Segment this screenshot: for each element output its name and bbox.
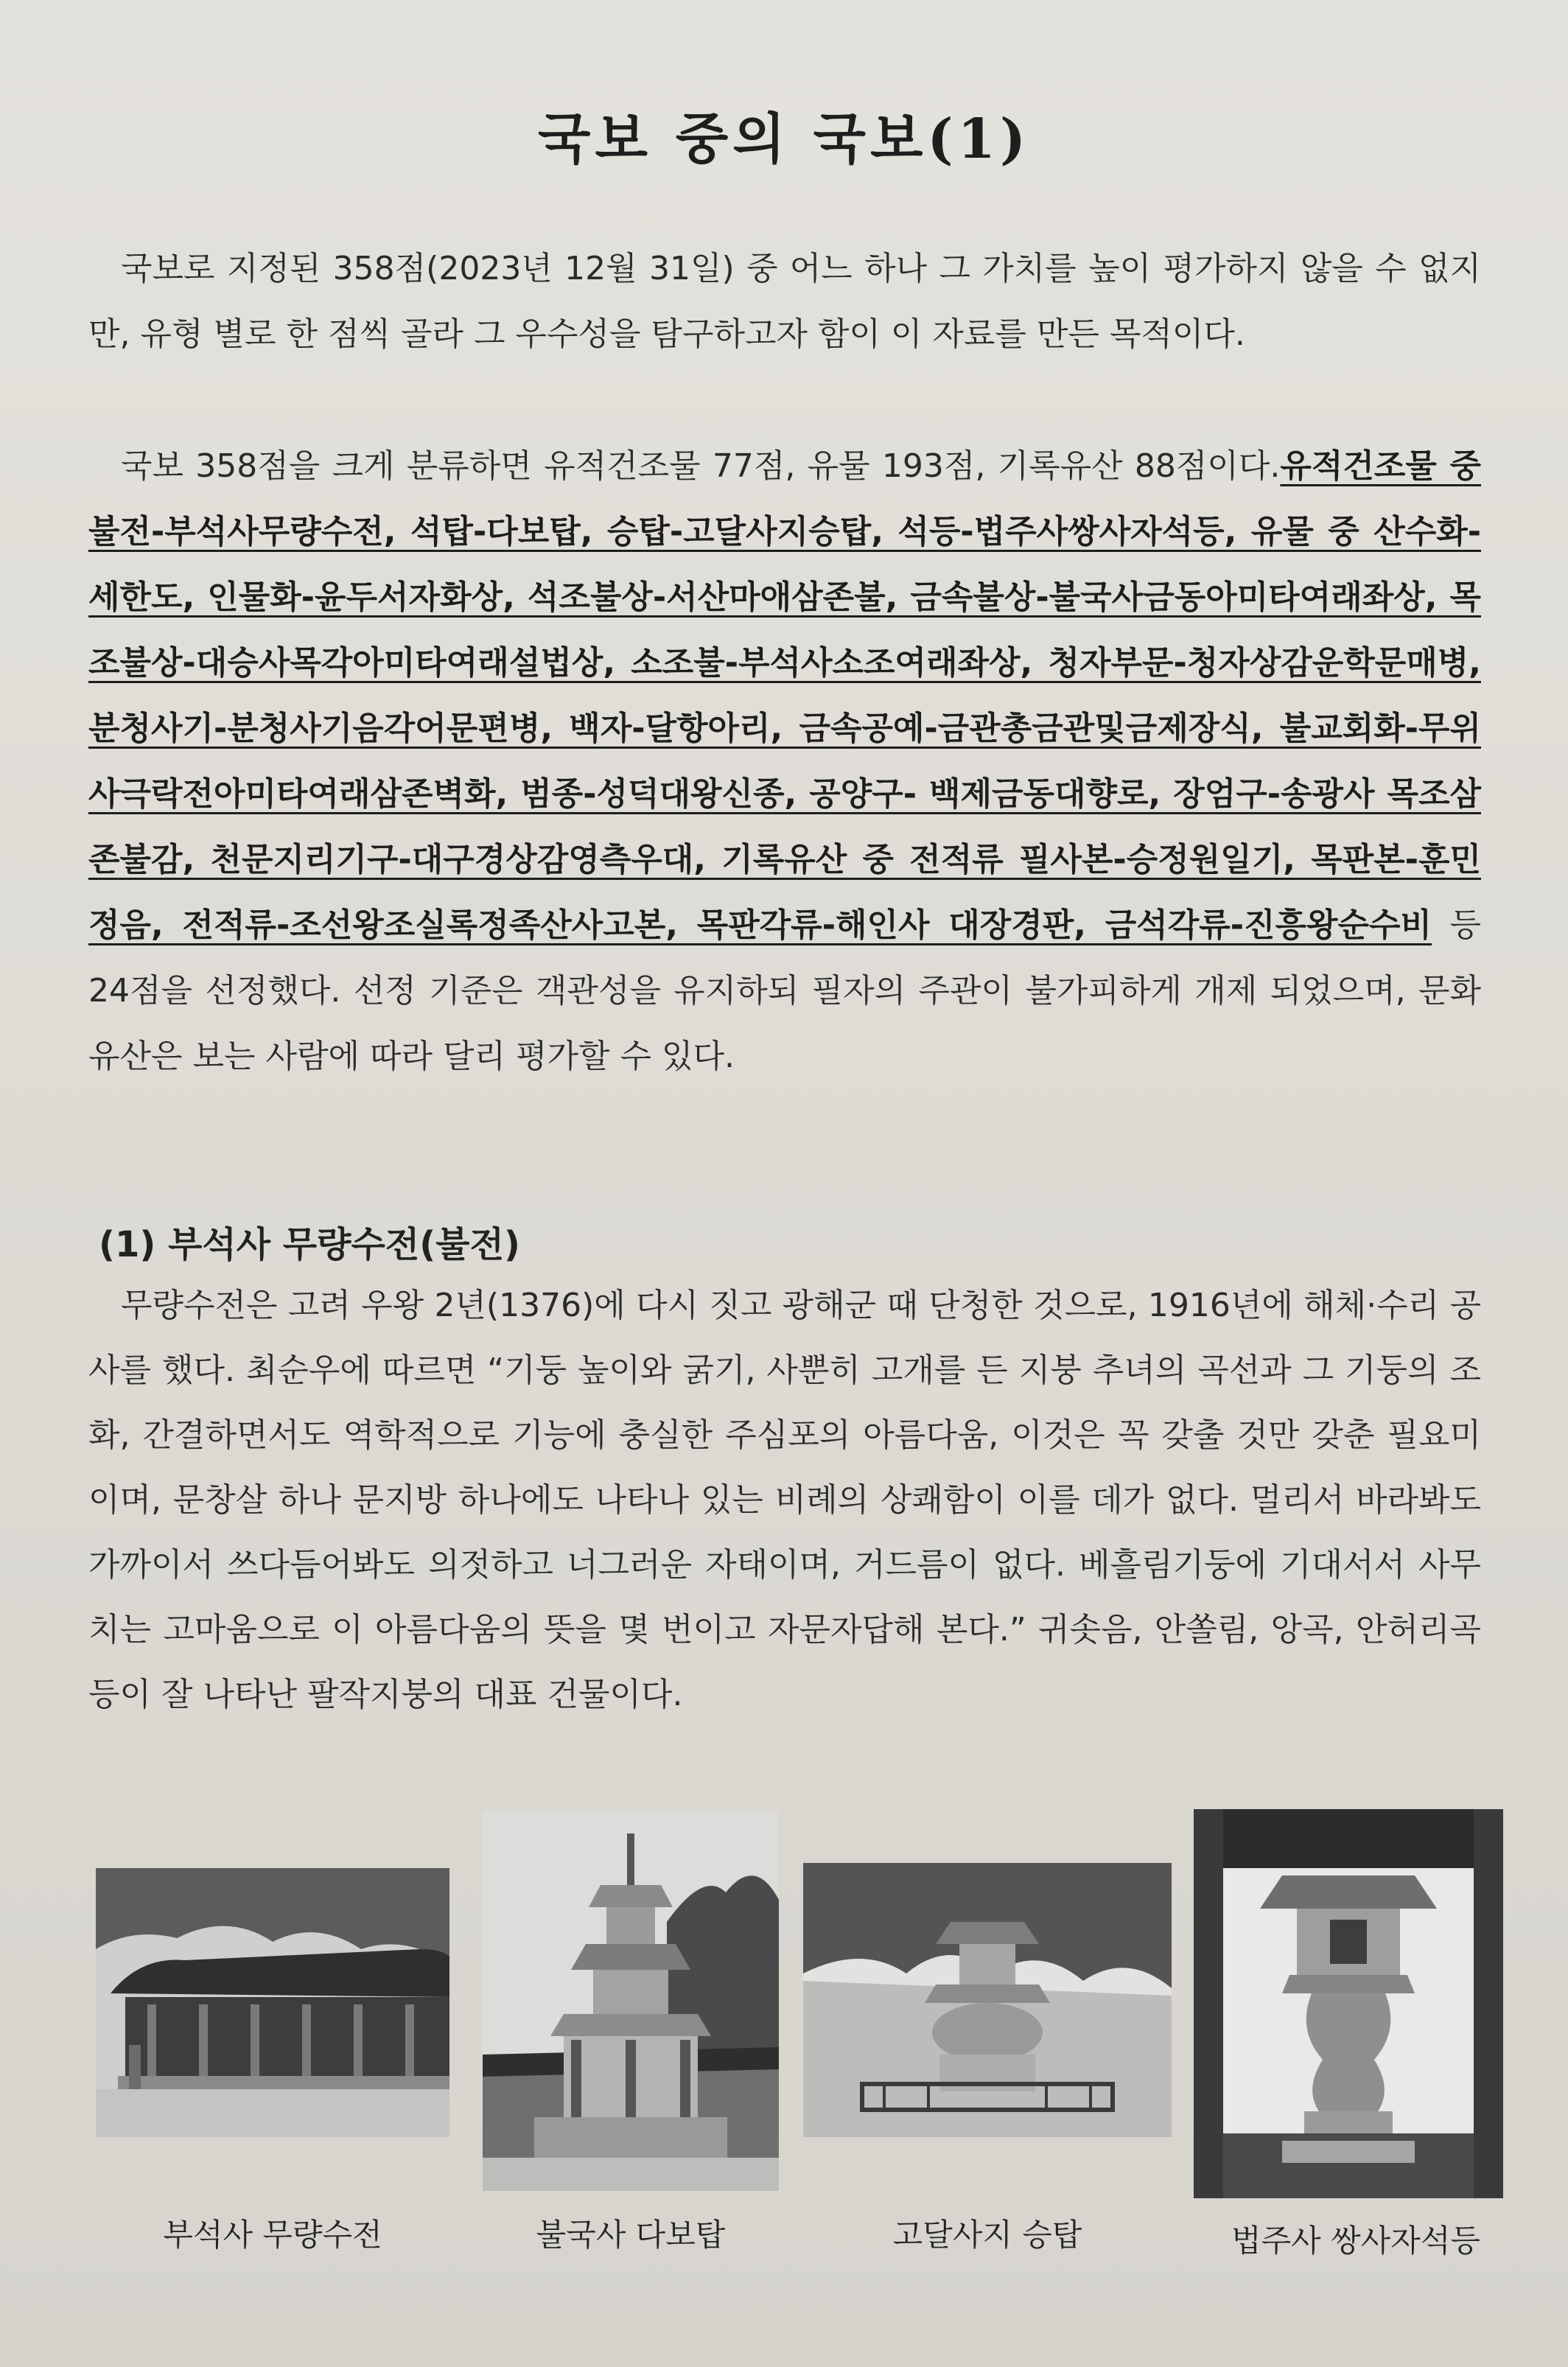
temple-hall-photo [96,1868,449,2137]
photo-caption-4: 법주사 쌍사자석등 [1231,2223,1480,2259]
stupa-photo [803,1863,1172,2137]
photo-caption-2: 불국사 다보탑 [536,2217,726,2253]
intro-lead: 국보 358점을 크게 분류하면 유적건조물 77점, 유물 193점, 기록유산 88점이다. [121,447,1281,485]
pagoda-photo [483,1811,779,2191]
intro-paragraph-1: 국보로 지정된 358점(2023년 12월 31일) 중 어느 하나 그 가치를 높이 평가하지 않을 수 없지만, 유형 별로 한 점씩 골라 그 우수성을 탐구하고자 함이 이 자료를 만든 목적이다. [88,250,1481,353]
section-body: 무량수전은 고려 우왕 2년(1376)에 다시 짓고 광해군 때 단청한 것으로, 1916년에 해체·수리 공사를 했다. 최순우에 따르면 “기둥 높이와 굵기, 사뿐히 고개를 든 지붕 추녀의 곡선과 그 기둥의 조화, 간결하면서도 역학적으로 기능에 충실한 주심포의 아름다움, 이것은 꼭 갖출 것만 갖춘 필요미이며, 문창살 하나 문지방 하나에도 나타나 있는 비례의 상쾌함이 이를 데가 없다. 멀리서 바라봐도 가까이서 쓰다듬어봐도 의젓하고 너그러운 자태이며, 거드름이 없다. 베흘림기둥에 기대서서 사무치는 고마움으로 이 아름다움의 뜻을 몇 번이고 자문자답해 본다.” 귀솟음, 안쏠림, 앙곡, 안허리곡 등이 잘 나타난 팔작지붕의 대표 건물이다. [88,1287,1481,1713]
page-title: 국보 중의 국보(1) [538,108,1030,171]
photo-caption-3: 고달사지 승탑 [892,2217,1082,2253]
selected-list-underlined: 유적건조물 중 불전-부석사무량수전, 석탑-다보탑, 승탑-고달사지승탑, 석등-법주사쌍사자석등, 유물 중 산수화-세한도, 인물화-윤두서자화상, 석조불상-서산마애삼존불, 금속불상-불국사금동아미타여래좌상, 목조불상-대승사목각아미타여래설법상, 소조불-부석사소조여래좌상, 청자부문-청자상감운학문매병, 분청사기-분청사기음각어문편병, 백자-달항아리, 금속공예-금관총금관및금제장식, 불교회화-무위사극락전아미타여래삼존벽화, 범종-성덕대왕신종, 공양구- 백제금동대향로, 장엄구-송광사 목조삼존불감, 천문지리기구-대구경상감영측우대, 기록유산 중 전적류 필사본-승정원일기, 목판본-훈민정음, 전적류-조선왕조실록정족산사고본, 목판각류-해인사 대장경판, 금석각류-진흥왕순수비 [88,447,1481,944]
stone-lantern-photo [1194,1809,1503,2198]
photo-caption-1: 부석사 무량수전 [163,2217,382,2253]
section-heading: (1) 부석사 무량수전(불전) [99,1224,520,1265]
intro-paragraph-2 [88,433,1481,1089]
intro-tail: 등 24점을 선정했다. 선정 기준은 객관성을 유지하되 필자의 주관이 불가피하게 개제 되었으며, 문화유산은 보는 사람에 따라 달리 평가할 수 있다. [88,906,1481,1075]
